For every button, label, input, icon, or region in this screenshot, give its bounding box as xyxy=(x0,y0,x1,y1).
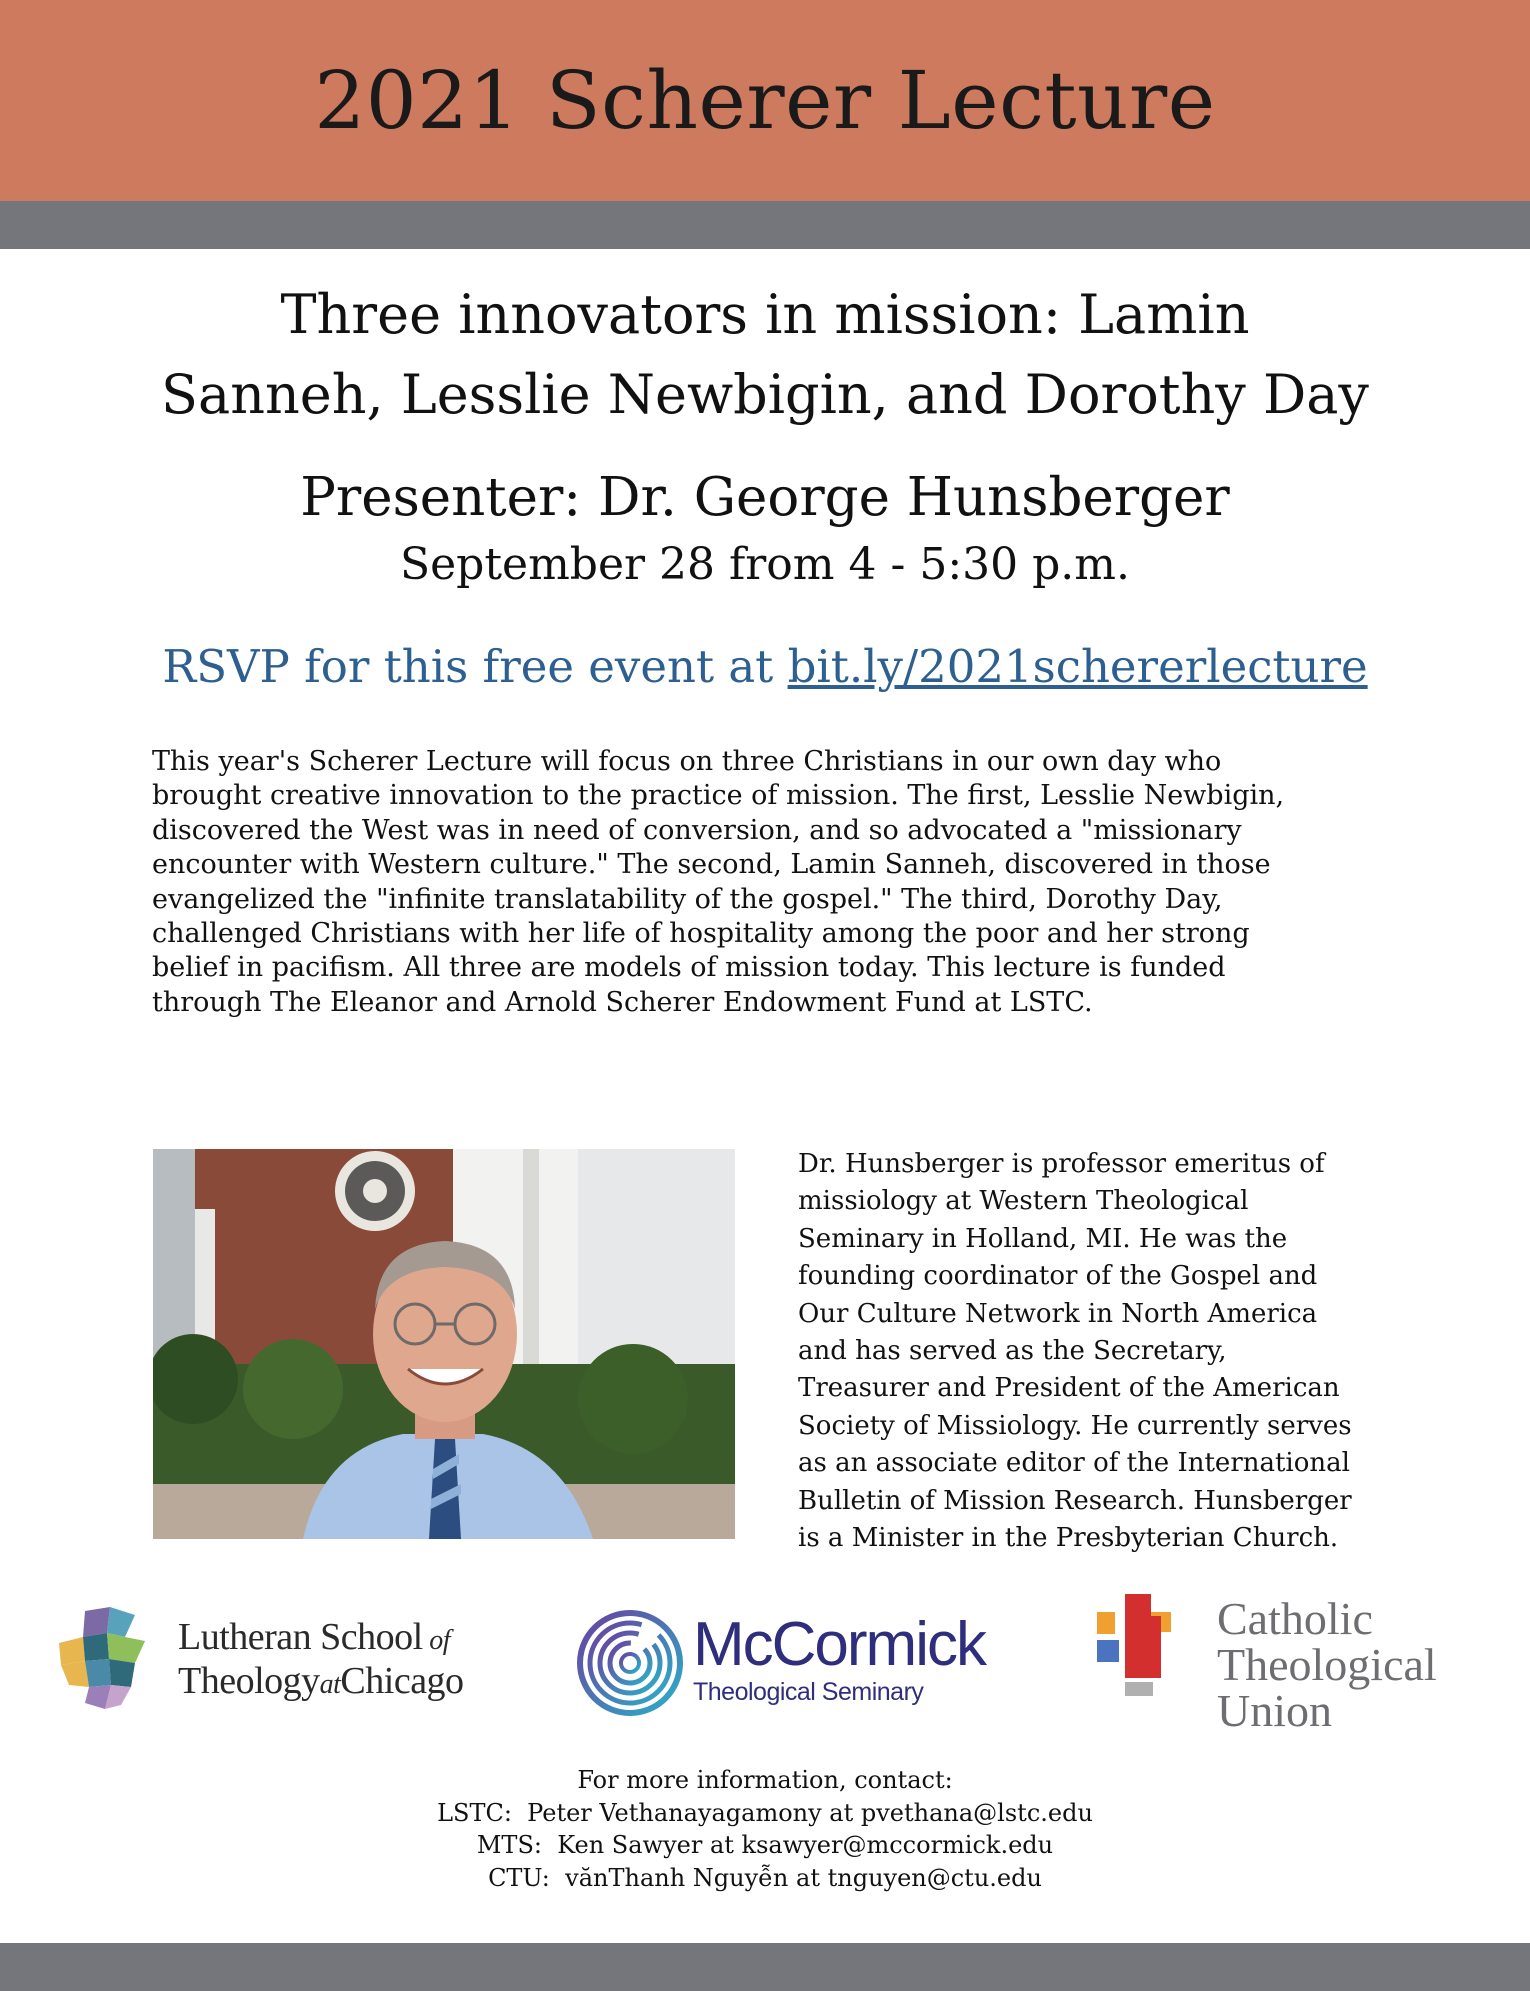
rsvp-prefix: RSVP for this free event at xyxy=(162,640,788,693)
lstc-logo xyxy=(55,1603,525,1713)
contact-ctu: CTU: vănThanh Nguyễn at tnguyen@ctu.edu xyxy=(488,1863,1042,1892)
event-title xyxy=(60,275,1470,435)
lstc-line2-end: Chicago xyxy=(340,1660,464,1702)
header-banner xyxy=(0,0,1530,201)
bio-line: Bulletin of Mission Research. Hunsberger xyxy=(798,1485,1352,1516)
rsvp-link[interactable]: bit.ly/2021schererlecture xyxy=(787,640,1368,693)
ctu-wordmark xyxy=(1217,1593,1437,1736)
description-line: belief in pacifism. All three are models of mission today. This lecture is funded xyxy=(152,952,1226,984)
mccormick-logo xyxy=(575,1608,1025,1718)
ctu-line3: Union xyxy=(1217,1685,1332,1736)
lstc-line2-small: at xyxy=(319,1669,341,1700)
lstc-wordmark xyxy=(178,1617,464,1705)
bio-line: and has served as the Secretary, xyxy=(798,1336,1227,1367)
event-date: September 28 from 4 - 5:30 p.m. xyxy=(400,539,1130,590)
event-title-line-2: Sanneh, Lesslie Newbigin, and Dorothy Day xyxy=(161,363,1369,426)
bio-line: Society of Missiology. He currently serves xyxy=(798,1410,1352,1441)
header-divider-band xyxy=(0,201,1530,249)
description-line: evangelized the "infinite translatability of the gospel." The third, Dorothy Day, xyxy=(152,883,1223,915)
mccormick-labyrinth-icon xyxy=(575,1608,685,1718)
ctu-line2: Theological xyxy=(1217,1639,1437,1690)
description-line: This year's Scherer Lecture will focus on three Christians in our own day who xyxy=(152,746,1222,777)
lstc-mark-icon xyxy=(55,1603,165,1713)
bio-line: Dr. Hunsberger is professor emeritus of xyxy=(798,1149,1325,1179)
ctu-cross-icon xyxy=(1095,1592,1195,1702)
mccormick-name: McCormick xyxy=(693,1610,985,1679)
lstc-line1: Lutheran School xyxy=(178,1616,423,1658)
mccormick-subtitle: Theological Seminary xyxy=(693,1678,924,1706)
presenter-bio xyxy=(798,1146,1398,1557)
description-line: encounter with Western culture." The second, Lamin Sanneh, discovered in those xyxy=(152,849,1271,881)
bio-line: missiology at Western Theological xyxy=(798,1186,1249,1217)
bio-line: as an associate editor of the International xyxy=(798,1448,1350,1479)
event-title-line-1: Three innovators in mission: Lamin xyxy=(280,283,1250,346)
page-title: 2021 Scherer Lecture xyxy=(314,54,1216,147)
ctu-logo xyxy=(1095,1592,1495,1742)
description-line: discovered the West was in need of conversion, and so advocated a "missionary xyxy=(152,814,1242,846)
contact-lstc: LSTC: Peter Vethanayagamony at pvethana@lstc.edu xyxy=(437,1798,1093,1827)
presenter: Presenter: Dr. George Hunsberger xyxy=(300,467,1230,528)
contact-heading: For more information, contact: xyxy=(577,1766,953,1794)
event-description xyxy=(152,745,1392,1020)
lstc-line1-small: of xyxy=(422,1625,450,1656)
presenter-photo xyxy=(153,1149,735,1539)
bio-line: founding coordinator of the Gospel and xyxy=(798,1261,1318,1292)
bio-line: Seminary in Holland, MI. He was the xyxy=(798,1223,1288,1254)
contact-mts: MTS: Ken Sawyer at ksawyer@mccormick.edu xyxy=(476,1831,1054,1859)
contact-info xyxy=(200,1764,1330,1894)
description-line: brought creative innovation to the practice of mission. The first, Lesslie Newbigin, xyxy=(152,780,1285,812)
ctu-line1: Catholic xyxy=(1217,1593,1373,1644)
rsvp-line xyxy=(60,637,1470,697)
bio-line: is a Minister in the Presbyterian Church. xyxy=(798,1523,1339,1554)
description-line: through The Eleanor and Arnold Scherer Endowment Fund at LSTC. xyxy=(152,986,1093,1018)
bio-line: Our Culture Network in North America xyxy=(798,1298,1318,1329)
bio-line: Treasurer and President of the American xyxy=(798,1373,1340,1404)
lstc-line2: Theology xyxy=(178,1660,320,1702)
footer-band xyxy=(0,1943,1530,1991)
description-line: challenged Christians with her life of hospitality among the poor and her strong xyxy=(152,918,1250,950)
